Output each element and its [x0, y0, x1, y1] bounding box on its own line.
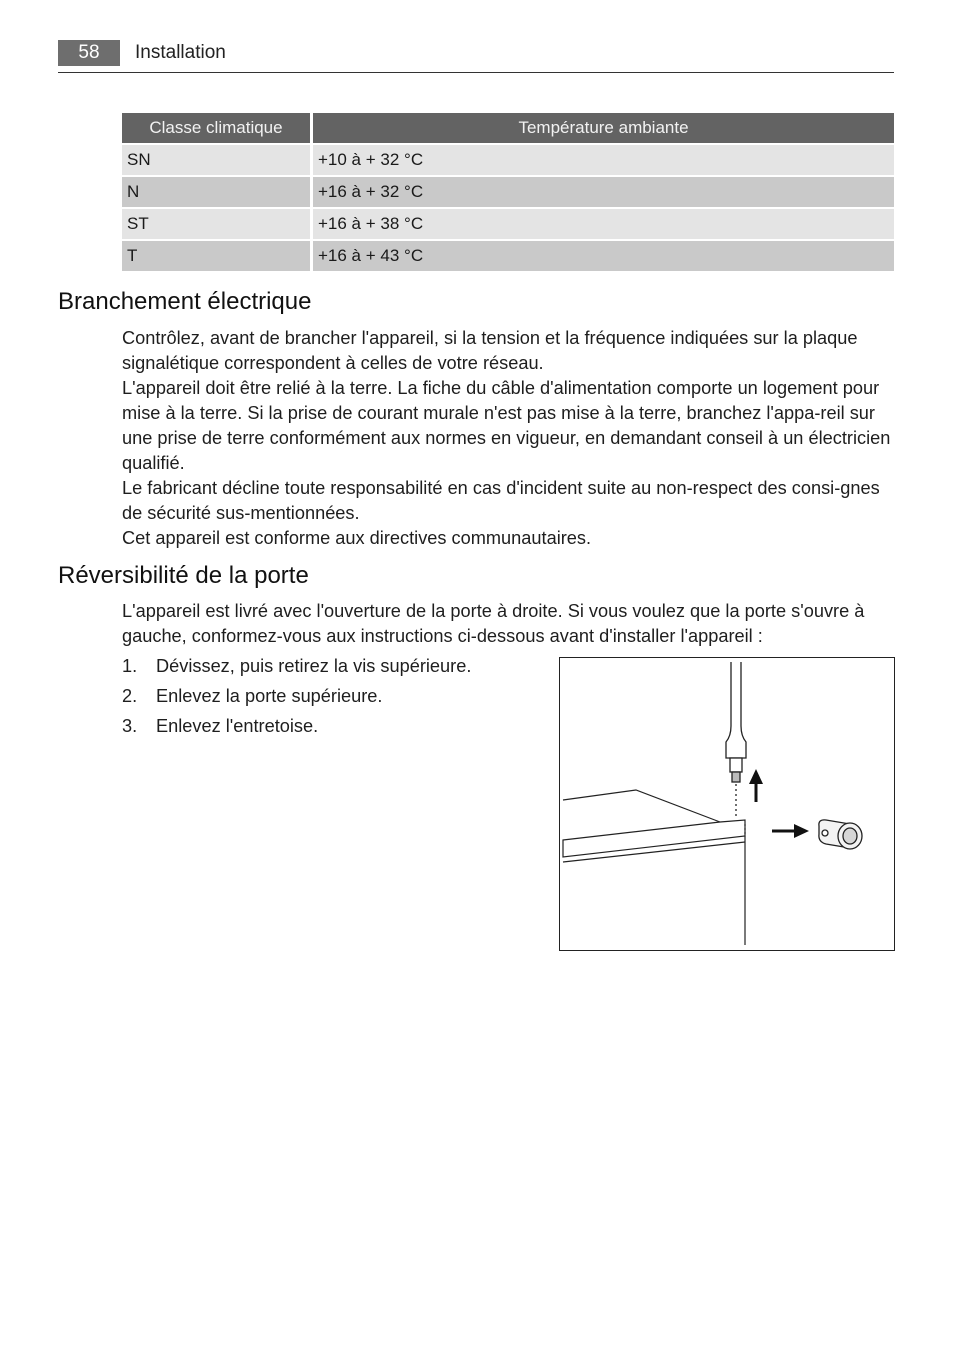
- step-text: Enlevez l'entretoise.: [156, 716, 319, 736]
- table-cell: +16 à + 38 °C: [313, 209, 894, 239]
- reversibilite-intro: [122, 599, 898, 649]
- screwdriver-icon: [726, 662, 746, 818]
- table-row: [122, 177, 894, 207]
- table-cell: SN: [122, 145, 313, 175]
- climate-table: [122, 111, 894, 273]
- reversibilite-heading: Réversibilité de la porte: [58, 562, 309, 589]
- table-cell: ST: [122, 209, 313, 239]
- column-header: Température ambiante: [313, 113, 894, 143]
- table-cell: N: [122, 177, 313, 207]
- page-header: [58, 40, 894, 73]
- table-cell: +10 à + 32 °C: [313, 145, 894, 175]
- step-text: Enlevez la porte supérieure.: [156, 686, 383, 706]
- step-number: 3.: [122, 716, 138, 736]
- paragraph: Contrôlez, avant de brancher l'appareil, si la tension et la fréquence indiquées sur la plaque signalétique correspondent à celles de votre réseau.: [122, 328, 858, 373]
- column-header: Classe climatique: [122, 113, 313, 143]
- step-number: 1.: [122, 656, 138, 676]
- paragraph: Le fabricant décline toute responsabilité en cas d'incident suite au non-respect des consi-gnes de sécurité sus-mentionnées.: [122, 478, 880, 523]
- list-item: [122, 684, 471, 714]
- arrow-right-icon: [772, 824, 809, 838]
- table-cell: +16 à + 43 °C: [313, 241, 894, 271]
- table-row: [122, 145, 894, 175]
- table-row: [122, 209, 894, 239]
- table-row: [122, 241, 894, 271]
- table-header-row: [122, 113, 894, 143]
- branchement-body: [122, 326, 898, 551]
- steps-list: [122, 654, 471, 744]
- paragraph: Cet appareil est conforme aux directives communautaires.: [122, 528, 592, 548]
- paragraph: L'appareil doit être relié à la terre. La fiche du câble d'alimentation comporte un logement pour mise à la terre. Si la prise de courant murale n'est pas mise à la terre, branchez l'appa-reil sur une prise de terre conformément aux normes en vigueur, en demandant conseil à un électricien qualifié.: [122, 378, 891, 473]
- paragraph: L'appareil est livré avec l'ouverture de la porte à droite. Si vous voulez que la porte s'ouvre à gauche, conformez-vous aux instructions ci-dessous avant d'installer l'appareil :: [122, 601, 865, 646]
- step-text: Dévissez, puis retirez la vis supérieure.: [156, 656, 472, 676]
- branchement-heading: Branchement électrique: [58, 288, 312, 315]
- table-cell: T: [122, 241, 313, 271]
- page-number: 58: [58, 40, 120, 66]
- step-number: 2.: [122, 686, 138, 706]
- door-reversal-illustration: [559, 657, 895, 951]
- appliance-top-icon: [563, 790, 745, 945]
- spacer-part-icon: [819, 820, 862, 849]
- list-item: [122, 714, 471, 744]
- section-label: Installation: [135, 42, 226, 63]
- table-cell: +16 à + 32 °C: [313, 177, 894, 207]
- arrow-up-icon: [749, 769, 763, 802]
- list-item: [122, 654, 471, 684]
